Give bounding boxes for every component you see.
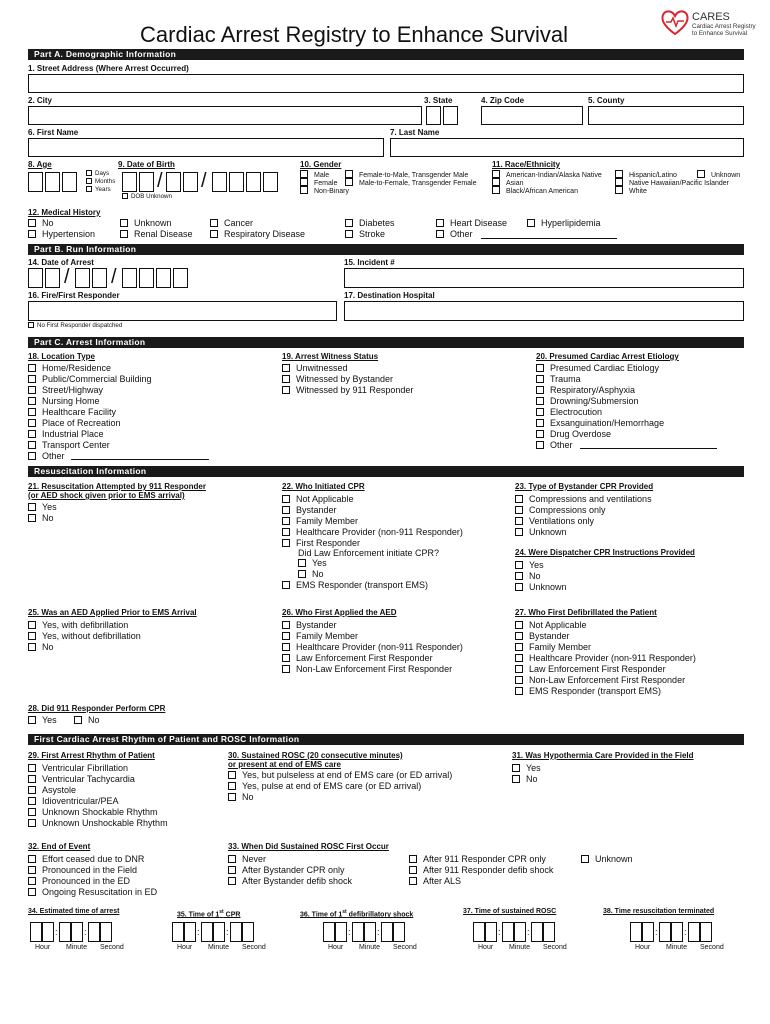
cpr-initiator-option[interactable]: Family Member xyxy=(282,516,358,527)
dispatcher-cpr-option[interactable]: No xyxy=(515,571,541,582)
rhythm-option[interactable]: Unknown Unshockable Rhythm xyxy=(28,818,168,829)
q37-label: 37. Time of sustained ROSC xyxy=(463,908,557,915)
incident-number-field[interactable] xyxy=(344,268,744,288)
q7-label: 7. Last Name xyxy=(390,128,440,137)
location-other-line[interactable] xyxy=(71,459,209,460)
witness-option[interactable]: Unwitnessed xyxy=(282,363,348,374)
q2-label: 2. City xyxy=(28,96,53,105)
q21-label: 21. Resuscitation Attempted by 911 Responder xyxy=(28,482,206,491)
cpr-initiator-option[interactable]: Not Applicable xyxy=(282,494,354,505)
resuscitation-terminated-time-digit[interactable] xyxy=(642,922,654,942)
q25-label: 25. Was an AED Applied Prior to EMS Arrival xyxy=(28,608,197,617)
last-name-field[interactable] xyxy=(390,138,744,157)
resuscitation-terminated-time-digit[interactable] xyxy=(671,922,683,942)
no-first-responder-checkbox[interactable]: No First Responder dispatched xyxy=(28,322,122,330)
q15-label: 15. Incident # xyxy=(344,258,395,267)
bystander-cpr-option[interactable]: Compressions and ventilations xyxy=(515,494,652,505)
rosc-timing-option[interactable]: After ALS xyxy=(409,876,461,887)
time-unit-label: Hour xyxy=(635,944,651,951)
logo-text: CARES xyxy=(692,11,730,23)
arrest-day-digit[interactable] xyxy=(92,268,107,288)
resuscitation-terminated-time-digit[interactable] xyxy=(659,922,671,942)
street-address-field[interactable] xyxy=(28,74,744,93)
q5-label: 5. County xyxy=(588,96,625,105)
dob-day-digit[interactable] xyxy=(166,172,181,192)
witness-option[interactable]: Witnessed by 911 Responder xyxy=(282,385,413,396)
city-field[interactable] xyxy=(28,106,422,125)
dispatcher-cpr-option[interactable]: Unknown xyxy=(515,582,567,593)
aed-applier-option[interactable]: Healthcare Provider (non-911 Responder) xyxy=(282,642,463,653)
first-cpr-time-digit[interactable] xyxy=(213,922,225,942)
time-unit-label: Minute xyxy=(359,944,381,951)
q17-label: 17. Destination Hospital xyxy=(344,291,435,300)
location-option[interactable]: Industrial Place xyxy=(28,429,104,440)
sustained-rosc-time-digit[interactable] xyxy=(485,922,497,942)
time-unit-label: Second xyxy=(242,944,266,951)
dob-year-digit[interactable] xyxy=(263,172,278,192)
etiology-other-line[interactable] xyxy=(580,448,717,449)
gender-non-binary[interactable]: Non-Binary xyxy=(300,186,349,196)
location-option[interactable]: Street/Highway xyxy=(28,385,103,396)
q23-label: 23. Type of Bystander CPR Provided xyxy=(515,482,654,491)
q10-label: 10. Gender xyxy=(300,160,342,169)
q22-label: 22. Who Initiated CPR xyxy=(282,482,365,491)
q33-label: 33. When Did Sustained ROSC First Occur xyxy=(228,842,389,851)
age-unit-years[interactable]: Years xyxy=(86,186,111,194)
etiology-option[interactable]: Drug Overdose xyxy=(536,429,611,440)
estimated-arrest-time-digit[interactable] xyxy=(100,922,112,942)
time-separator: : xyxy=(527,927,530,937)
end-of-event-option[interactable]: Effort ceased due to DNR xyxy=(28,854,144,865)
first-cpr-time-digit[interactable] xyxy=(242,922,254,942)
time-unit-label: Minute xyxy=(666,944,688,951)
q6-label: 6. First Name xyxy=(28,128,79,137)
defibrillator-option[interactable]: Healthcare Provider (non-911 Responder) xyxy=(515,653,696,664)
q1-label: 1. Street Address (Where Arrest Occurred) xyxy=(28,64,189,73)
location-option-other[interactable]: Other xyxy=(28,451,65,462)
dob-year-digit[interactable] xyxy=(246,172,261,192)
time-unit-label: Second xyxy=(100,944,124,951)
time-unit-label: Hour xyxy=(177,944,193,951)
time-unit-label: Hour xyxy=(35,944,51,951)
first-defib-time-digit[interactable] xyxy=(393,922,405,942)
history-respiratory[interactable]: Respiratory Disease xyxy=(210,229,305,240)
sustained-rosc-time-digit[interactable] xyxy=(473,922,485,942)
first-cpr-time-digit[interactable] xyxy=(184,922,196,942)
state-field-1[interactable] xyxy=(426,106,441,125)
rosc-timing-option[interactable]: After 911 Responder CPR only xyxy=(409,854,546,865)
logo-subtitle-1: Cardiac Arrest Registry xyxy=(692,23,756,30)
first-defib-time-digit[interactable] xyxy=(381,922,393,942)
arrest-month-digit[interactable] xyxy=(28,268,43,288)
history-stroke[interactable]: Stroke xyxy=(345,229,385,240)
end-of-event-option[interactable]: Pronounced in the Field xyxy=(28,865,137,876)
aed-applier-option[interactable]: Law Enforcement First Responder xyxy=(282,653,433,664)
first-cpr-time-digit[interactable] xyxy=(230,922,242,942)
q9-label: 9. Date of Birth xyxy=(118,160,175,169)
history-other-line[interactable] xyxy=(481,238,617,239)
defibrillator-option[interactable]: EMS Responder (transport EMS) xyxy=(515,686,661,697)
law-enforcement-yes[interactable]: Yes xyxy=(298,558,327,569)
time-separator: : xyxy=(498,927,501,937)
time-unit-label: Minute xyxy=(509,944,531,951)
hypothermia-no[interactable]: No xyxy=(512,774,538,785)
location-option[interactable]: Place of Recreation xyxy=(28,418,121,429)
q18-label: 18. Location Type xyxy=(28,352,95,361)
history-hyperlipidemia[interactable]: Hyperlipidemia xyxy=(527,218,601,229)
aed-applied-option[interactable]: Yes, with defibrillation xyxy=(28,620,128,631)
estimated-arrest-time-digit[interactable] xyxy=(42,922,54,942)
q21-label-sub: (or AED shock given prior to EMS arrival) xyxy=(28,491,185,500)
etiology-option[interactable]: Respiratory/Asphyxia xyxy=(536,385,635,396)
time-separator: : xyxy=(348,927,351,937)
time-unit-label: Minute xyxy=(208,944,230,951)
q8-label: 8. Age xyxy=(28,160,52,169)
arrest-year-digit[interactable] xyxy=(173,268,188,288)
first-cpr-time-digit[interactable] xyxy=(172,922,184,942)
responder-cpr-no[interactable]: No xyxy=(74,715,100,726)
time-unit-label: Minute xyxy=(66,944,88,951)
sustained-rosc-time-digit[interactable] xyxy=(531,922,543,942)
resus-attempted-no[interactable]: No xyxy=(28,513,54,524)
race-pacific-islander[interactable]: Native Hawaiian/Pacific Islander xyxy=(615,178,729,188)
location-option[interactable]: Transport Center xyxy=(28,440,110,451)
q11-label: 11. Race/Ethnicity xyxy=(492,160,561,169)
aed-applier-option[interactable]: Non-Law Enforcement First Responder xyxy=(282,664,452,675)
defibrillator-option[interactable]: Not Applicable xyxy=(515,620,587,631)
defibrillator-option[interactable]: Family Member xyxy=(515,642,591,653)
resuscitation-header: Resuscitation Information xyxy=(28,466,744,477)
time-unit-label: Second xyxy=(543,944,567,951)
form-title: Cardiac Arrest Registry to Enhance Survival xyxy=(140,22,568,47)
history-other[interactable]: Other xyxy=(436,229,473,240)
time-separator: : xyxy=(684,927,687,937)
law-enforcement-question: Did Law Enforcement initiate CPR? xyxy=(298,548,440,558)
logo-subtitle-2: to Enhance Survival xyxy=(692,30,748,37)
sustained-rosc-option[interactable]: No xyxy=(228,792,254,803)
race-asian[interactable]: Asian xyxy=(492,178,524,188)
race-black[interactable]: Black/African American xyxy=(492,186,578,196)
location-option[interactable]: Public/Commercial Building xyxy=(28,374,152,385)
estimated-arrest-time-digit[interactable] xyxy=(71,922,83,942)
q34-label: 34. Estimated time of arrest xyxy=(28,908,120,915)
q3-label: 3. State xyxy=(424,96,453,105)
dob-month-digit[interactable] xyxy=(139,172,154,192)
race-unknown[interactable]: Unknown xyxy=(697,170,740,180)
time-separator: : xyxy=(655,927,658,937)
q26-label: 26. Who First Applied the AED xyxy=(282,608,397,617)
q28-label: 28. Did 911 Responder Perform CPR xyxy=(28,704,166,713)
location-option[interactable]: Nursing Home xyxy=(28,396,100,407)
dob-separator: / xyxy=(157,170,163,192)
q27-label: 27. Who First Defibrillated the Patient xyxy=(515,608,657,617)
sustained-rosc-time-digit[interactable] xyxy=(502,922,514,942)
age-digit[interactable] xyxy=(62,172,77,192)
history-heart[interactable]: Heart Disease xyxy=(436,218,507,229)
race-american-indian[interactable]: American-Indian/Alaska Native xyxy=(492,170,602,180)
q30-label-sub: or present at end of EMS care xyxy=(228,760,341,769)
part-b-header: Part B. Run Information xyxy=(28,244,744,255)
q36-label: 36. Time of 1st defibrillatory shock xyxy=(300,909,414,919)
rhythm-option[interactable]: Ventricular Fibrillation xyxy=(28,763,128,774)
q12-label: 12. Medical History xyxy=(28,208,101,217)
cpr-initiator-ems[interactable]: EMS Responder (transport EMS) xyxy=(282,580,428,591)
rosc-timing-option[interactable]: Never xyxy=(228,854,266,865)
estimated-arrest-time-digit[interactable] xyxy=(59,922,71,942)
responder-cpr-yes[interactable]: Yes xyxy=(28,715,57,726)
race-white[interactable]: White xyxy=(615,186,647,196)
first-defib-time-digit[interactable] xyxy=(335,922,347,942)
q38-label: 38. Time resuscitation terminated xyxy=(603,908,715,915)
rosc-timing-unknown[interactable]: Unknown xyxy=(581,854,633,865)
q29-label: 29. First Arrest Rhythm of Patient xyxy=(28,751,155,760)
arrest-year-digit[interactable] xyxy=(122,268,137,288)
law-enforcement-no[interactable]: No xyxy=(298,569,324,580)
aed-applier-option[interactable]: Bystander xyxy=(282,620,337,631)
zip-field[interactable] xyxy=(481,106,583,125)
rhythm-option[interactable]: Ventricular Tachycardia xyxy=(28,774,135,785)
sustained-rosc-time-digit[interactable] xyxy=(543,922,555,942)
sustained-rosc-option[interactable]: Yes, but pulseless at end of EMS care (or ED arrival) xyxy=(228,770,452,781)
time-separator: : xyxy=(226,927,229,937)
location-option[interactable]: Healthcare Facility xyxy=(28,407,116,418)
age-unit-months[interactable]: Months xyxy=(86,178,115,186)
time-separator: : xyxy=(377,927,380,937)
dob-year-digit[interactable] xyxy=(212,172,227,192)
aed-applier-option[interactable]: Family Member xyxy=(282,631,358,642)
part-c-header: Part C. Arrest Information xyxy=(28,337,744,348)
part-a-header: Part A. Demographic Information xyxy=(28,49,744,60)
time-unit-label: Hour xyxy=(328,944,344,951)
witness-option[interactable]: Witnessed by Bystander xyxy=(282,374,393,385)
resuscitation-terminated-time-digit[interactable] xyxy=(688,922,700,942)
defibrillator-option[interactable]: Law Enforcement First Responder xyxy=(515,664,666,675)
q31-label: 31. Was Hypothermia Care Provided in the Field xyxy=(512,751,694,760)
etiology-option[interactable]: Drowning/Submersion xyxy=(536,396,639,407)
gender-trans-male[interactable]: Female-to-Male, Transgender Male xyxy=(345,170,468,180)
history-hypertension[interactable]: Hypertension xyxy=(28,229,95,240)
sustained-rosc-time-digit[interactable] xyxy=(514,922,526,942)
q24-label: 24. Were Dispatcher CPR Instructions Provided xyxy=(515,548,695,557)
resus-attempted-yes[interactable]: Yes xyxy=(28,502,57,513)
age-unit-days[interactable]: Days xyxy=(86,170,109,178)
end-of-event-option[interactable]: Pronounced in the ED xyxy=(28,876,130,887)
q14-label: 14. Date of Arrest xyxy=(28,258,94,267)
age-digit[interactable] xyxy=(45,172,60,192)
rosc-timing-option[interactable]: After Bystander defib shock xyxy=(228,876,352,887)
resuscitation-terminated-time-digit[interactable] xyxy=(700,922,712,942)
q35-label: 35. Time of 1st CPR xyxy=(177,909,241,919)
time-separator: : xyxy=(197,927,200,937)
q19-label: 19. Arrest Witness Status xyxy=(282,352,379,361)
dob-separator: / xyxy=(201,170,207,192)
arrest-date-separator: / xyxy=(111,266,117,288)
arrest-year-digit[interactable] xyxy=(156,268,171,288)
history-renal[interactable]: Renal Disease xyxy=(120,229,193,240)
rosc-timing-option[interactable]: After 911 Responder defib shock xyxy=(409,865,553,876)
etiology-option[interactable]: Electrocution xyxy=(536,407,602,418)
first-defib-time-digit[interactable] xyxy=(364,922,376,942)
q4-label: 4. Zip Code xyxy=(481,96,525,105)
arrest-date-separator: / xyxy=(64,266,70,288)
q16-label: 16. Fire/First Responder xyxy=(28,291,120,300)
arrest-year-digit[interactable] xyxy=(139,268,154,288)
history-cancer[interactable]: Cancer xyxy=(210,218,253,229)
state-field-2[interactable] xyxy=(443,106,458,125)
defibrillator-option[interactable]: Non-Law Enforcement First Responder xyxy=(515,675,685,686)
dob-unknown-checkbox[interactable]: DOB Unknown xyxy=(122,193,172,201)
q20-label: 20. Presumed Cardiac Arrest Etiology xyxy=(536,352,679,361)
resuscitation-terminated-time-digit[interactable] xyxy=(630,922,642,942)
first-defib-time-digit[interactable] xyxy=(323,922,335,942)
first-name-field[interactable] xyxy=(28,138,384,157)
time-unit-label: Second xyxy=(700,944,724,951)
aed-applied-option[interactable]: Yes, without defibrillation xyxy=(28,631,141,642)
defibrillator-option[interactable]: Bystander xyxy=(515,631,570,642)
etiology-option[interactable]: Exsanguination/Hemorrhage xyxy=(536,418,664,429)
location-option[interactable]: Home/Residence xyxy=(28,363,111,374)
arrest-day-digit[interactable] xyxy=(75,268,90,288)
q32-label: 32. End of Event xyxy=(28,842,91,851)
dispatcher-cpr-option[interactable]: Yes xyxy=(515,560,544,571)
cpr-initiator-option[interactable]: First Responder xyxy=(282,538,360,549)
arrest-month-digit[interactable] xyxy=(45,268,60,288)
estimated-arrest-time-digit[interactable] xyxy=(88,922,100,942)
dob-day-digit[interactable] xyxy=(183,172,198,192)
etiology-option[interactable]: Trauma xyxy=(536,374,581,385)
aed-applied-option[interactable]: No xyxy=(28,642,54,653)
rosc-header: First Cardiac Arrest Rhythm of Patient and ROSC Information xyxy=(28,734,744,745)
first-defib-time-digit[interactable] xyxy=(352,922,364,942)
history-unknown[interactable]: Unknown xyxy=(120,218,172,229)
time-separator: : xyxy=(84,927,87,937)
rhythm-option[interactable]: Asystole xyxy=(28,785,76,796)
gender-trans-female[interactable]: Male-to-Female, Transgender Female xyxy=(345,178,477,188)
rhythm-option[interactable]: Idioventricular/PEA xyxy=(28,796,119,807)
sustained-rosc-option[interactable]: Yes, pulse at end of EMS care (or ED arrival) xyxy=(228,781,421,792)
time-separator: : xyxy=(55,927,58,937)
rhythm-option[interactable]: Unknown Shockable Rhythm xyxy=(28,807,158,818)
bystander-cpr-option[interactable]: Compressions only xyxy=(515,505,606,516)
age-digit[interactable] xyxy=(28,172,43,192)
history-no[interactable]: No xyxy=(28,218,54,229)
destination-hospital-field[interactable] xyxy=(344,301,744,321)
estimated-arrest-time-digit[interactable] xyxy=(30,922,42,942)
race-hispanic[interactable]: Hispanic/Latino xyxy=(615,170,677,180)
time-unit-label: Hour xyxy=(478,944,494,951)
first-cpr-time-digit[interactable] xyxy=(201,922,213,942)
cpr-initiator-option[interactable]: Bystander xyxy=(282,505,337,516)
etiology-option-other[interactable]: Other xyxy=(536,440,573,451)
etiology-option[interactable]: Presumed Cardiac Etiology xyxy=(536,363,659,374)
q30-label: 30. Sustained ROSC (20 consecutive minutes) xyxy=(228,751,403,760)
time-unit-label: Second xyxy=(393,944,417,951)
cpr-initiator-option[interactable]: Healthcare Provider (non-911 Responder) xyxy=(282,527,463,538)
bystander-cpr-option[interactable]: Ventilations only xyxy=(515,516,594,527)
rosc-timing-option[interactable]: After Bystander CPR only xyxy=(228,865,345,876)
gender-female[interactable]: Female xyxy=(300,178,337,188)
cares-heart-logo-icon xyxy=(660,8,690,36)
county-field[interactable] xyxy=(588,106,744,125)
history-diabetes[interactable]: Diabetes xyxy=(345,218,395,229)
fire-responder-field[interactable] xyxy=(28,301,337,321)
gender-male[interactable]: Male xyxy=(300,170,329,180)
bystander-cpr-option[interactable]: Unknown xyxy=(515,527,567,538)
end-of-event-option[interactable]: Ongoing Resuscitation in ED xyxy=(28,887,157,898)
dob-month-digit[interactable] xyxy=(122,172,137,192)
dob-year-digit[interactable] xyxy=(229,172,244,192)
hypothermia-yes[interactable]: Yes xyxy=(512,763,541,774)
